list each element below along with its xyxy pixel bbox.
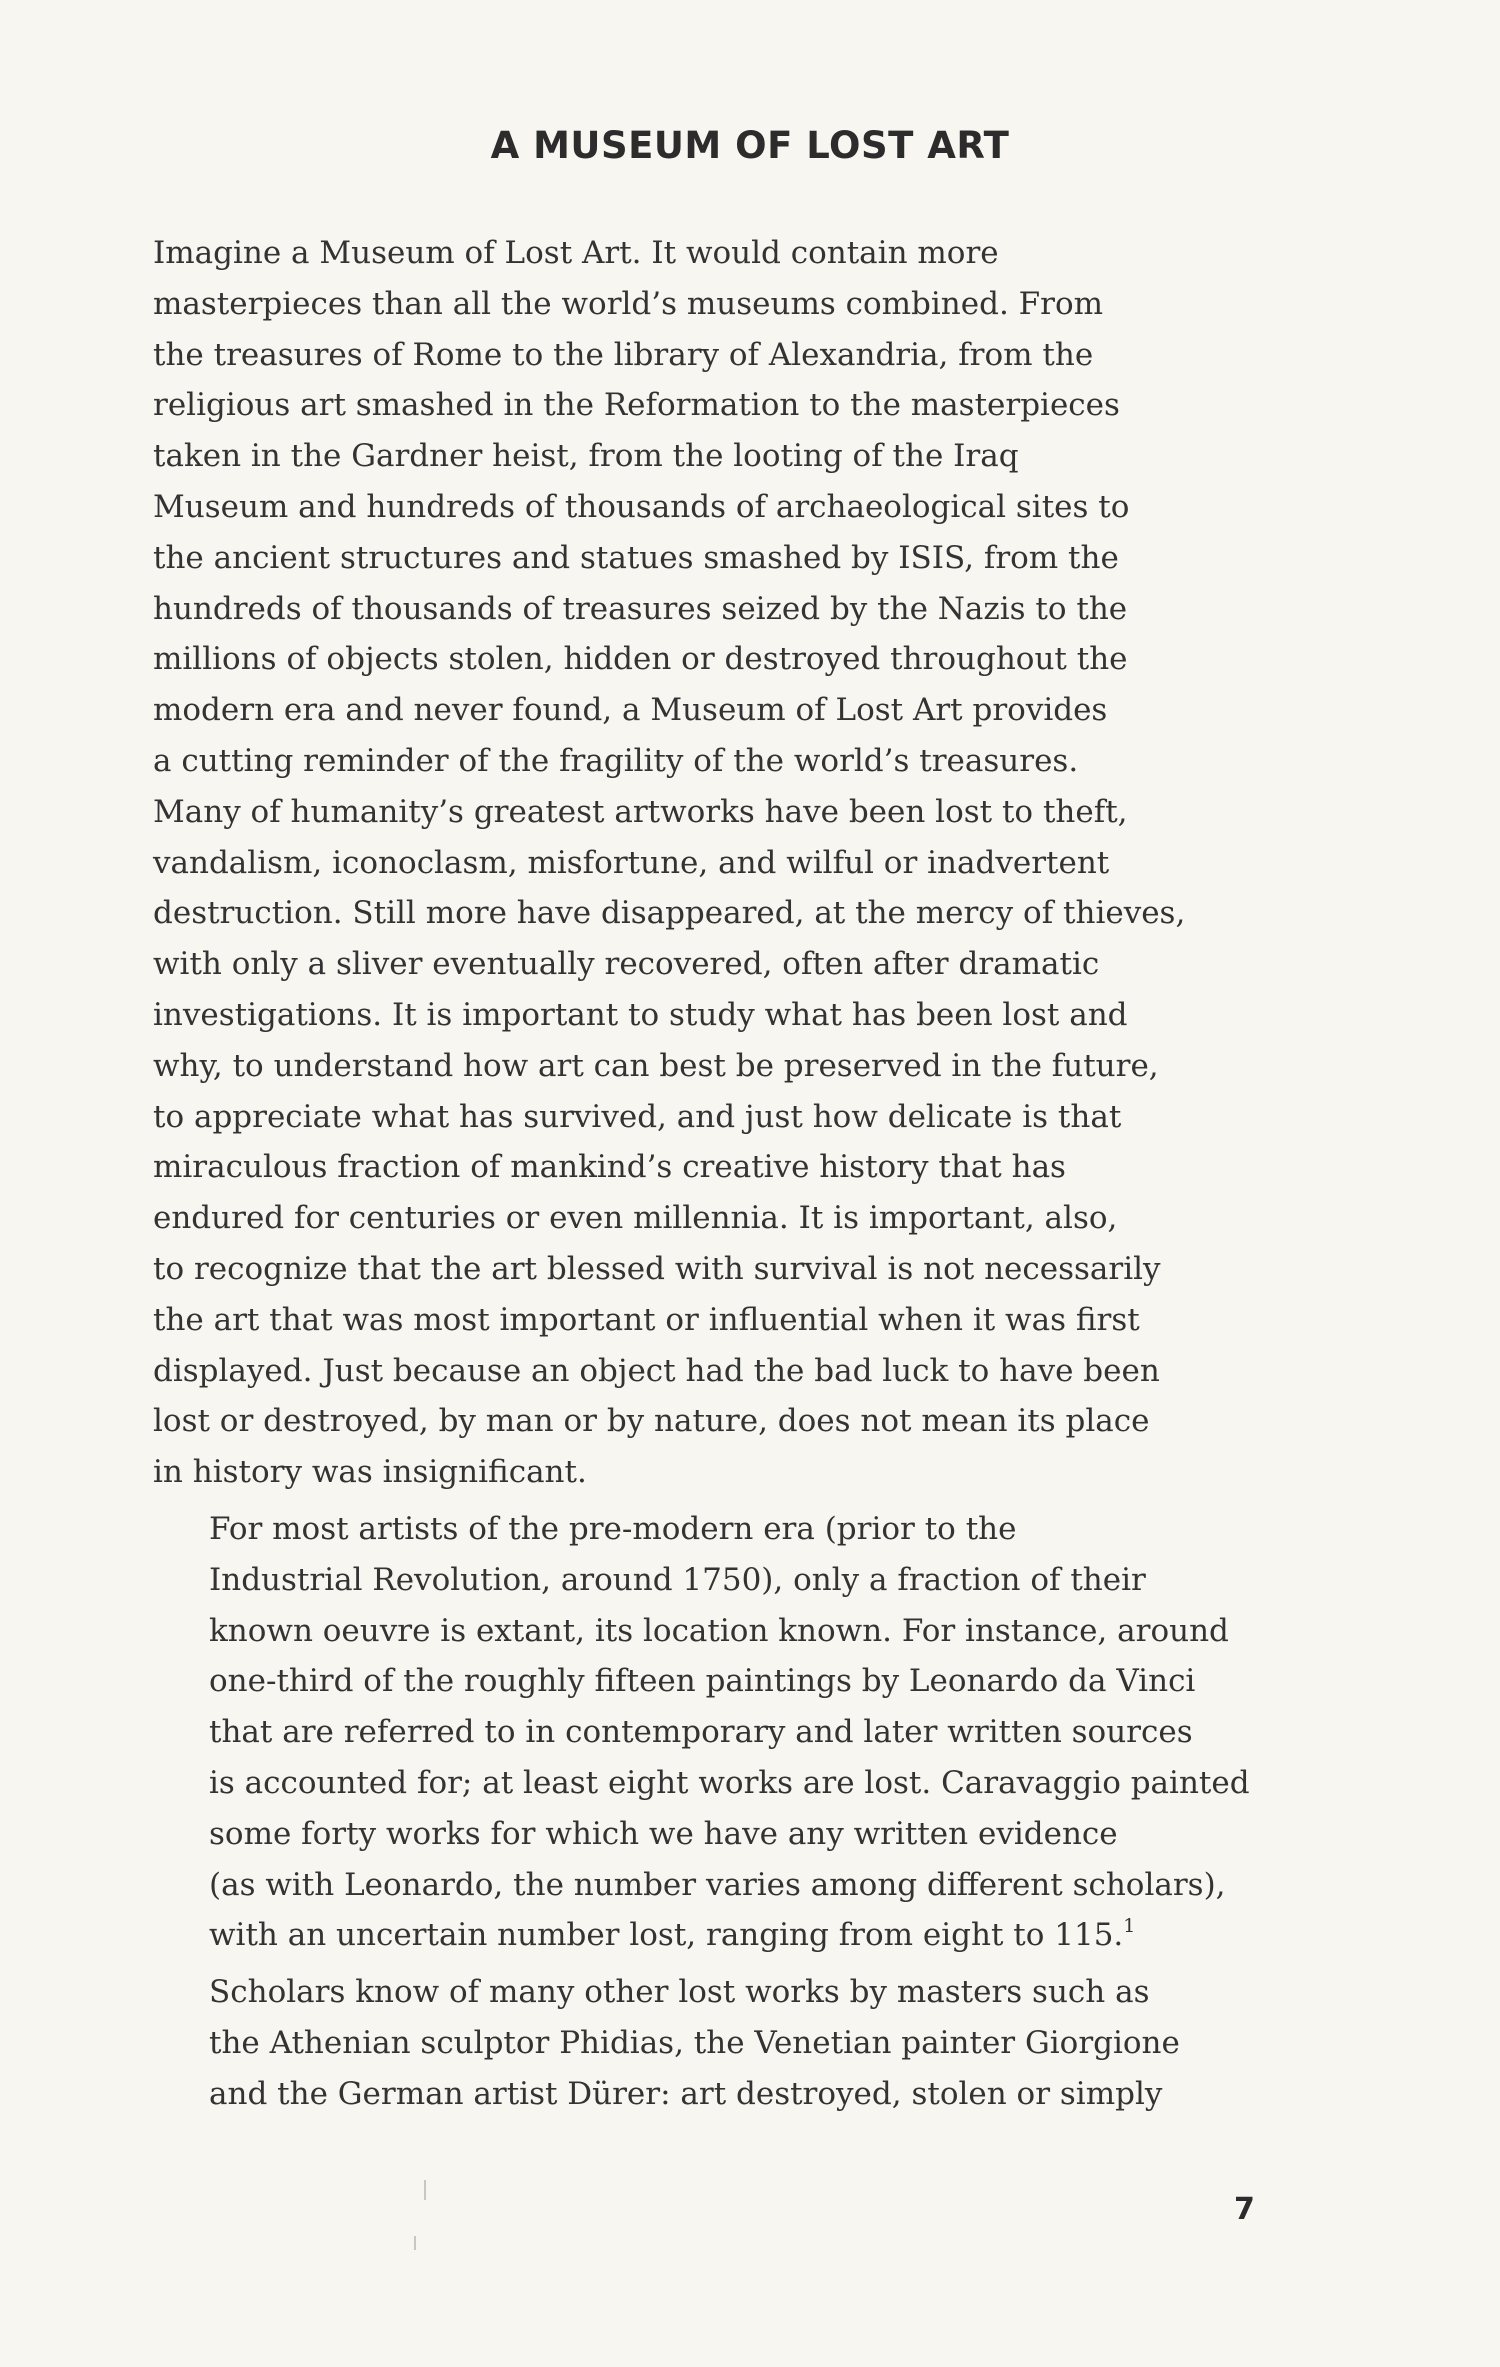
text-line: lost or destroyed, by man or by nature, does not mean its place — [153, 1403, 1150, 1440]
text-line: some forty works for which we have any written evidence — [209, 1815, 1118, 1852]
text-line: that are referred to in contemporary and later written sources — [209, 1714, 1193, 1751]
body-text — [153, 228, 1273, 2125]
text-line: vandalism, iconoclasm, misfortune, and wilful or inadvertent — [153, 844, 1110, 881]
text-line: the ancient structures and statues smashed by ISIS, from the — [153, 539, 1119, 576]
text-line: and the German artist Dürer: art destroyed, stolen or simply — [209, 2075, 1163, 2112]
text-line: Imagine a Museum of Lost Art. It would contain more — [153, 235, 999, 271]
chapter-heading: A MUSEUM OF LOST ART — [490, 124, 1010, 167]
scan-artifact — [414, 2236, 416, 2250]
text-line: to recognize that the art blessed with survival is not necessarily — [153, 1250, 1161, 1287]
text-line: Scholars know of many other lost works by masters such as — [209, 1974, 1150, 2011]
paragraph-1 — [153, 228, 1273, 1498]
text-line: known oeuvre is extant, its location known. For instance, around — [209, 1612, 1229, 1649]
text-line: a cutting reminder of the fragility of the world’s treasures. — [153, 742, 1079, 779]
text-line: masterpieces than all the world’s museums combined. From — [153, 285, 1104, 322]
text-line: hundreds of thousands of treasures seized by the Nazis to the — [153, 590, 1128, 627]
text-line: (as with Leonardo, the number varies among different scholars), — [209, 1866, 1226, 1903]
footnote-marker[interactable]: 1 — [1123, 1914, 1136, 1937]
text-line: why, to understand how art can best be preserved in the future, — [153, 1047, 1159, 1084]
text-line: is accounted for; at least eight works are lost. Caravaggio painted — [209, 1764, 1250, 1801]
text-line: destruction. Still more have disappeared, at the mercy of thieves, — [153, 895, 1186, 932]
text-line: one-third of the roughly fifteen paintings by Leonardo da Vinci — [209, 1663, 1196, 1700]
text-line: the treasures of Rome to the library of Alexandria, from the — [153, 336, 1094, 373]
text-line: endured for centuries or even millennia. It is important, also, — [153, 1200, 1118, 1237]
text-line: For most artists of the pre-modern era (prior to the — [209, 1510, 1017, 1547]
text-line: the Athenian sculptor Phidias, the Venetian painter Giorgione — [209, 2024, 1180, 2061]
text-line: investigations. It is important to study what has been lost and — [153, 996, 1128, 1033]
text-line: the art that was most important or influential when it was first — [153, 1301, 1140, 1338]
text-line-with-footnote — [153, 1910, 1273, 1961]
text-line: religious art smashed in the Reformation to the masterpieces — [153, 387, 1120, 424]
text-line: Industrial Revolution, around 1750), only a fraction of their — [209, 1561, 1146, 1598]
text-line: with an uncertain number lost, ranging from eight to 115. — [209, 1917, 1124, 1954]
paragraph-3 — [153, 1967, 1273, 2119]
text-line: taken in the Gardner heist, from the looting of the Iraq — [153, 438, 1019, 475]
text-line: miraculous fraction of mankind’s creative history that has — [153, 1149, 1066, 1186]
text-line: Many of humanity’s greatest artworks have been lost to theft, — [153, 793, 1128, 830]
text-line: with only a sliver eventually recovered, often after dramatic — [153, 946, 1100, 983]
text-line: millions of objects stolen, hidden or destroyed throughout the — [153, 641, 1128, 678]
text-line: Museum and hundreds of thousands of archaeological sites to — [153, 488, 1130, 525]
page-number: 7 — [1234, 2192, 1255, 2227]
paragraph-2 — [153, 1504, 1273, 1961]
scan-artifact — [424, 2180, 426, 2200]
text-line: modern era and never found, a Museum of Lost Art provides — [153, 692, 1108, 729]
text-line: to appreciate what has survived, and just how delicate is that — [153, 1098, 1122, 1135]
text-line: displayed. Just because an object had the bad luck to have been — [153, 1352, 1160, 1389]
text-line: in history was insignificant. — [153, 1454, 587, 1491]
